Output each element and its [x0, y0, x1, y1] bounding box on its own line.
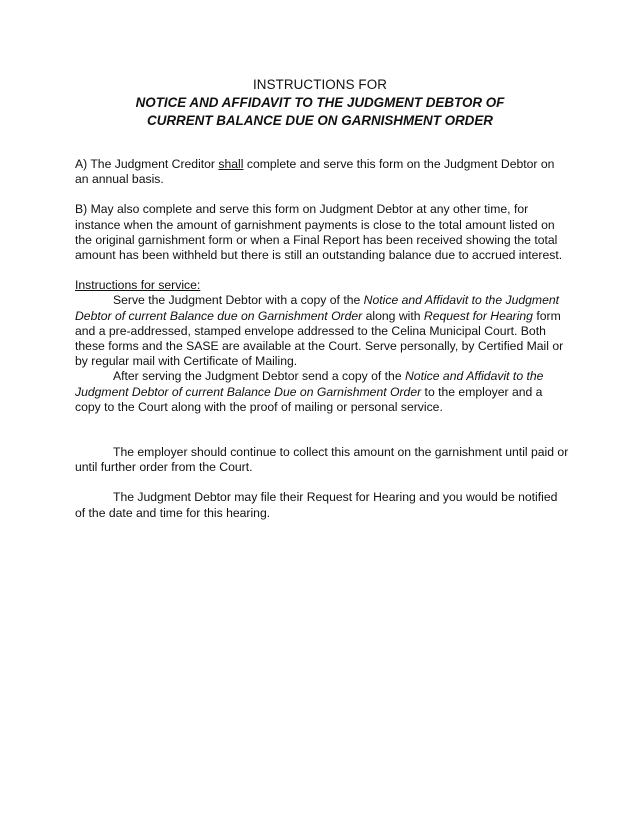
service-p1-italic-1: Notice and Affidavit to the Judgment Debtor of current Balance due on Garnishment Order: [75, 293, 560, 323]
paragraph-a-rest: complete and serve this form on the Judgment Debtor on an annual basis.: [75, 157, 555, 187]
service-p1-italic-2: Request for Hearing: [423, 308, 533, 323]
service-paragraph-1: [75, 293, 570, 369]
service-p2-italic: Notice and Affidavit to the Judgment Debtor of current Balance Due on Garnishment Order: [75, 369, 544, 399]
header-instructions-for: INSTRUCTIONS FOR: [252, 77, 387, 92]
service-p1-part-c: form and a pre-addressed, stamped envelope addressed to the Celina Municipal Court. Both these forms and the SASE are available at the Court. Serve personally, by Certified Mail or by regular mail with Certificate of Mailing.: [75, 308, 564, 369]
service-p2-part-a: After serving the Judgment Debtor send a copy of the: [113, 369, 405, 384]
header-title-line-1: NOTICE AND AFFIDAVIT TO THE JUDGMENT DEBTOR OF: [135, 95, 505, 110]
paragraph-a-emphasis: shall: [218, 157, 244, 171]
header-title-line-2: CURRENT BALANCE DUE ON GARNISHMENT ORDER: [147, 113, 493, 128]
service-p1-part-b: along with: [362, 308, 424, 323]
paragraph-a-lead: A) The Judgment Creditor: [75, 157, 219, 171]
service-p1-part-a: Serve the Judgment Debtor with a copy of the: [113, 293, 364, 308]
document-header: [0, 76, 640, 130]
document-body: [75, 157, 570, 521]
service-paragraph-2: [75, 369, 570, 415]
paragraph-b: B) May also complete and serve this form on Judgment Debtor at any other time, for instance when the amount of garnishment payments is close to the total amount listed on the original garnishment form or when a Final Report has been received showing the total amount has been withheld but there is still an outstanding balance due to accrued interest.: [75, 202, 563, 263]
paragraph-a: [75, 157, 570, 187]
service-heading: [75, 278, 570, 293]
employer-paragraph: The employer should continue to collect this amount on the garnishment until paid or until further order from the Court.: [75, 445, 569, 475]
hearing-paragraph: The Judgment Debtor may file their Request for Hearing and you would be notified of the date and time for this hearing.: [75, 490, 558, 520]
service-heading-text: Instructions for service:: [75, 278, 201, 293]
service-p2-part-b: to the employer and a copy to the Court along with the proof of mailing or personal service.: [75, 384, 543, 414]
